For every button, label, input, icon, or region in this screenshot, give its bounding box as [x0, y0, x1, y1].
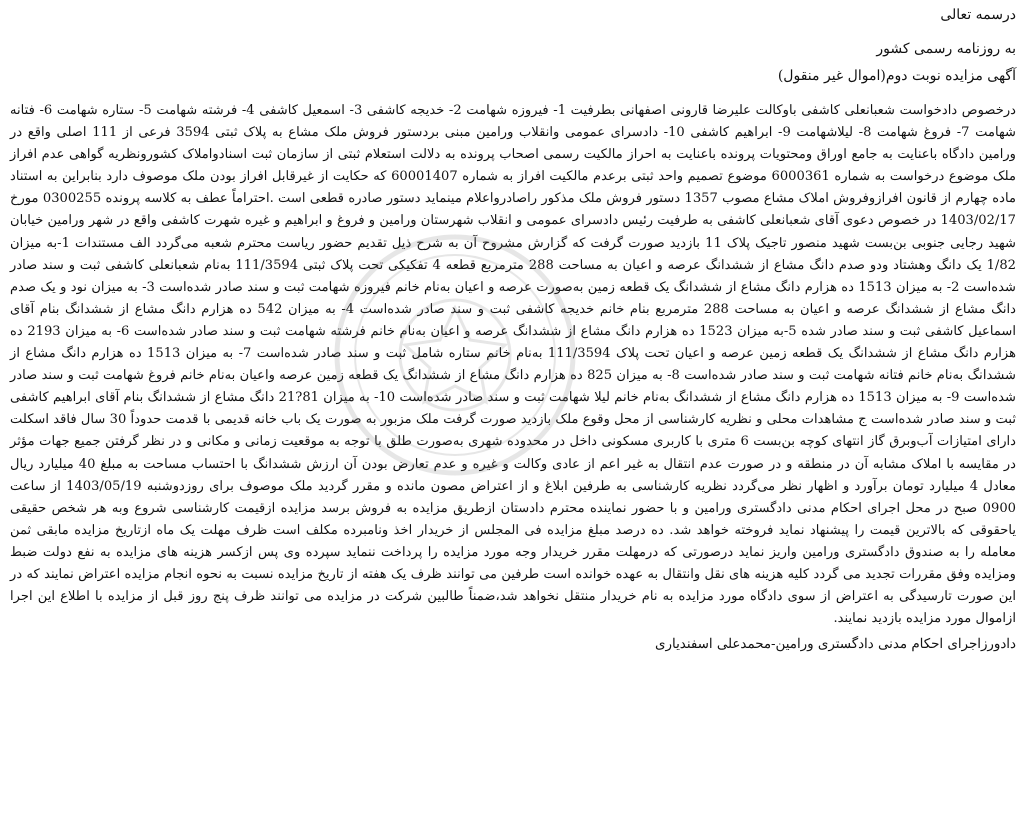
notice-body: درخصوص دادخواست شعبانعلی کاشفی باوکالت علیرضا قارونی اصفهانی بطرفیت 1- فیروزه شهامت 2- خدیجه کاشفی 3- اسمعیل کاشفی 4- فرشته شهامت 5- ستاره شهامت 6- فتانه شهامت 7- فروغ شهامت 8- لیلاشهامت 9- ابراهیم کاشفی 10- دادسرای عمومی وانقلاب ورامین مبنی بردستور فروش ملک مشاع به پلاک ثبتی 3594 فرعی از 111 اصلی واقع در ورامین دادگاه باعنایت به جامع اوراق ومحتویات پرونده باعنایت به احراز مالکیت رسمی اصحاب پرونده به دلالت استعلام ثبتی از سازمان ثبت اسنادواملاک کشورونظریه گواهی عدم افراز ملک موضوع درخواست به شماره 6000361 موضوع تصمیم واحد ثبتی برعدم مالکیت افراز به شماره 60001407 که حکایت از غیرقابل افراز بودن ملک موصوف دارد بنابراین به استناد ماده چهارم از قانون افرازوفروش املاک مشاع مصوب 1357 دستور فروش ملک مذکور راصادرواعلام مینماید دستور صادره قطعی است .احتراماً عطف به کلاسه پرونده 0300255 مورخ 1403/02/17 در خصوص دعوی آقای شعبانعلی کاشفی به طرفیت رئیس دادسرای عمومی و انقلاب شهرستان ورامین و فروغ و ابراهیم و غیره شهرت کاشفی واقع در شهر ورامین خیابان شهید رجایی جنوبی بن‌بست شهید منصور تاجیک پلاک 11 بازدید صورت گرفت که گزارش مشروح آن به شرح ذیل تقدیم حضور ریاست محترم شعبه می‌گردد الف مستندات 1-به میزان 1/82 یک دانگ وهشتاد ودو صدم دانگ مشاع از ششدانگ عرصه و اعیان به مساحت 288 مترمربع قطعه 4 تفکیکی تحت پلاک ثبتی 111/3594 به‌نام شعبانعلی کاشفی ثبت و سند صادر شده‌است 2- به میزان 1513 ده هزارم دانگ مشاع از ششدانگ یک قطعه زمین به‌صورت عرصه و اعیان به‌نام خانم فیروزه شهامت ثبت و سند صادر شده‌است 3- به میزان نود و یک صدم دانگ مشاع از ششدانگ عرصه و اعیان به مساحت 288 مترمربع بنام خانم خدیجه کاشفی ثبت و سند صادر شده‌است 4- به میزان 542 ده هزارم دانگ مشاع از ششدانگ بنام آقای اسماعیل کاشفی ثبت و سند صادر شده 5-به میزان 1523 ده هزارم دانگ مشاع از ششدانگ عرصه و اعیان به‌نام خانم فرشته شهامت ثبت و سند صادر شده‌است 6- به میزان 2193 ده هزارم دانگ مشاع از ششدانگ یک قطعه زمین عرصه و اعیان تحت پلاک 111/3594 به‌نام خانم ستاره شامل ثبت و سند صادر شده‌است 7- به میزان 1513 ده هزارم دانگ مشاع از ششدانگ به‌نام خانم فتانه شهامت ثبت و سند صادر شده‌است 8- به میزان 825 ده هزارم دانگ مشاع از ششدانگ یک قطعه زمین عرصه واعیان به‌نام خانم فروغ شهامت ثبت و سند صادر شده‌است 9- به میزان 1513 ده هزارم دانگ مشاع از ششدانگ به‌نام خانم لیلا شهامت ثبت و سند صادر شده‌است 10- به میزان 81?21 دانگ مشاع از ششدانگ بنام آقای ابراهیم کاشفی ثبت و سند صادر شده‌است ج مشاهدات محلی و نظریه کارشناسی از محل وقوع ملک بازدید صورت گرفت ملک مزبور به صورت یک باب خانه قدیمی با قدمت حدوداً 30 سال فاقد اسکلت دارای امتیازات آب‌وبرق گاز انتهای کوچه بن‌بست 6 متری با کاربری مسکونی داخل در محدوده شهری به‌صورت طلق با توجه به موقعیت زمانی و مکانی و در نظر گرفتن جمیع جهات مؤثر در مقایسه با املاک مشابه آن در منطقه و در صورت عدم انتقال به غیر اعم از عادی وکالت و غیره و عدم تعارض بودن آن ارزش ششدانگ با احتساب مساحت به مبلغ 40 میلیارد ریال معادل 4 میلیارد تومان برآورد و اظهار نظر می‌گردد نظریه کارشناسی به طرفین ابلاغ و از اعتراض مصون مانده و مقرر گردید ملک موصوف برای روزدوشنبه 1403/05/19 از ساعت 0900 صبح در محل اجرای احکام مدنی دادگستری ورامین و با حضور نماینده محترم دادستان ازطریق مزایده به فروش برسد مزایده ازقیمت کارشناسی شروع وبه هر شخص حقیقی یاحقوقی که بالاترین قیمت را پیشنهاد نماید فروخته خواهد شد. ده درصد مبلغ مزایده فی المجلس از خریدار اخذ ونامبرده مکلف است ظرف مهلت یک ماه ازتاریخ مزایده مابقی ثمن معامله را به صندوق دادگستری ورامین واریز نماید درصورتی که درمهلت مقرر خریدار وجه مورد مزایده را پرداخت ننماید سپرده وی پس ازکسر هزینه های مزایده به نفع دولت ضبط ومزایده وفق مقررات تجدید می گردد کلیه هزینه های نقل وانتقال به عهده خوانده است طرفین می توانند ظرف یک هفته از تاریخ مزایده نسبت به نحوه انجام مزایده اعتراض نمایند که در این صورت تارسیدگی به اعتراض از سوی دادگاه مورد مزایده به نام خریدار منتقل نخواهد شد،ضمناً طالبین شرکت در مزایده می توانند ظرف پنج روز قبل از مزایده با اطلاع این اجرا ازاموال مورد مزایده بازدید نمایند.: [10, 103, 1017, 627]
publication-line: به روزنامه رسمی کشور: [876, 41, 1016, 57]
notice-title: آگهی مزایده نوبت دوم(اموال غیر منقول): [777, 68, 1016, 84]
signature-line: دادورزاجرای احکام مدنی دادگستری ورامین-محمدعلی اسفندیاری: [655, 637, 1016, 653]
invocation-heading: درسمه تعالی: [940, 7, 1016, 23]
